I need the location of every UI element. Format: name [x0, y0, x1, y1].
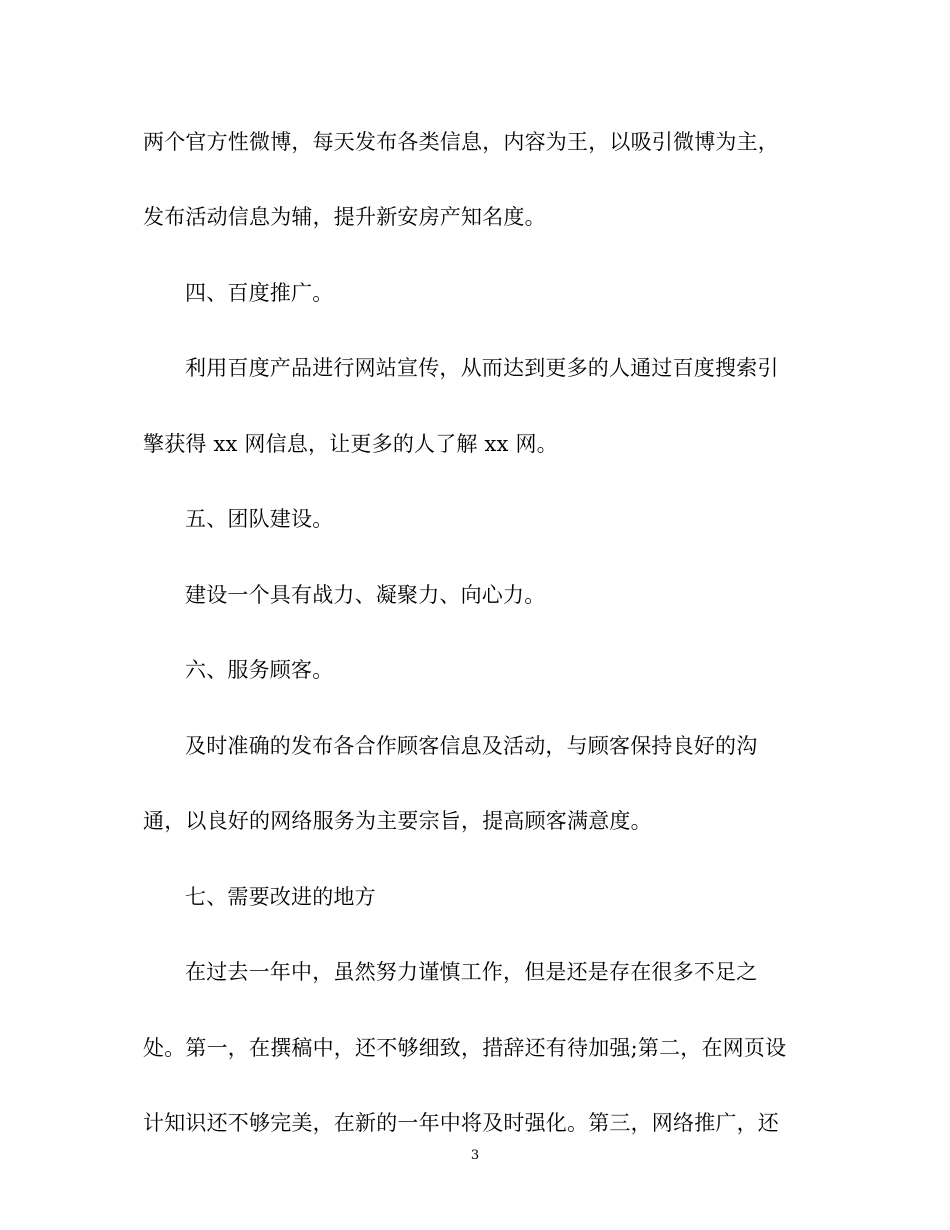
body-text-line: 发布活动信息为辅，提升新安房产知名度。 — [143, 205, 546, 229]
body-text-line: 处。第一，在撰稿中，还不够细致，措辞还有待加强;第二，在网页设 — [143, 1036, 787, 1060]
body-text-line: 利用百度产品进行网站宣传，从而达到更多的人通过百度搜索引 — [185, 356, 779, 380]
body-text-line: 建设一个具有战力、凝聚力、向心力。 — [185, 583, 546, 607]
body-text-line: 擎获得 xx 网信息，让更多的人了解 xx 网。 — [143, 432, 558, 456]
body-text-line: 在过去一年中，虽然努力谨慎工作，但是还是存在很多不足之 — [185, 960, 758, 984]
section-heading: 五、团队建设。 — [185, 507, 334, 531]
body-text-line: 计知识还不够完美，在新的一年中将及时强化。第三，网络推广，还 — [143, 1111, 779, 1135]
body-text-line: 通，以良好的网络服务为主要宗旨，提高顾客满意度。 — [143, 809, 652, 833]
body-text-line: 及时准确的发布各合作顾客信息及活动，与顾客保持良好的沟 — [185, 734, 758, 758]
section-heading: 四、百度推广。 — [185, 281, 334, 305]
section-heading: 六、服务顾客。 — [185, 658, 334, 682]
page-number: 3 — [470, 1148, 480, 1163]
body-text-line: 两个官方性微博，每天发布各类信息，内容为王，以吸引微博为主， — [143, 130, 779, 154]
section-heading: 七、需要改进的地方 — [185, 885, 376, 909]
